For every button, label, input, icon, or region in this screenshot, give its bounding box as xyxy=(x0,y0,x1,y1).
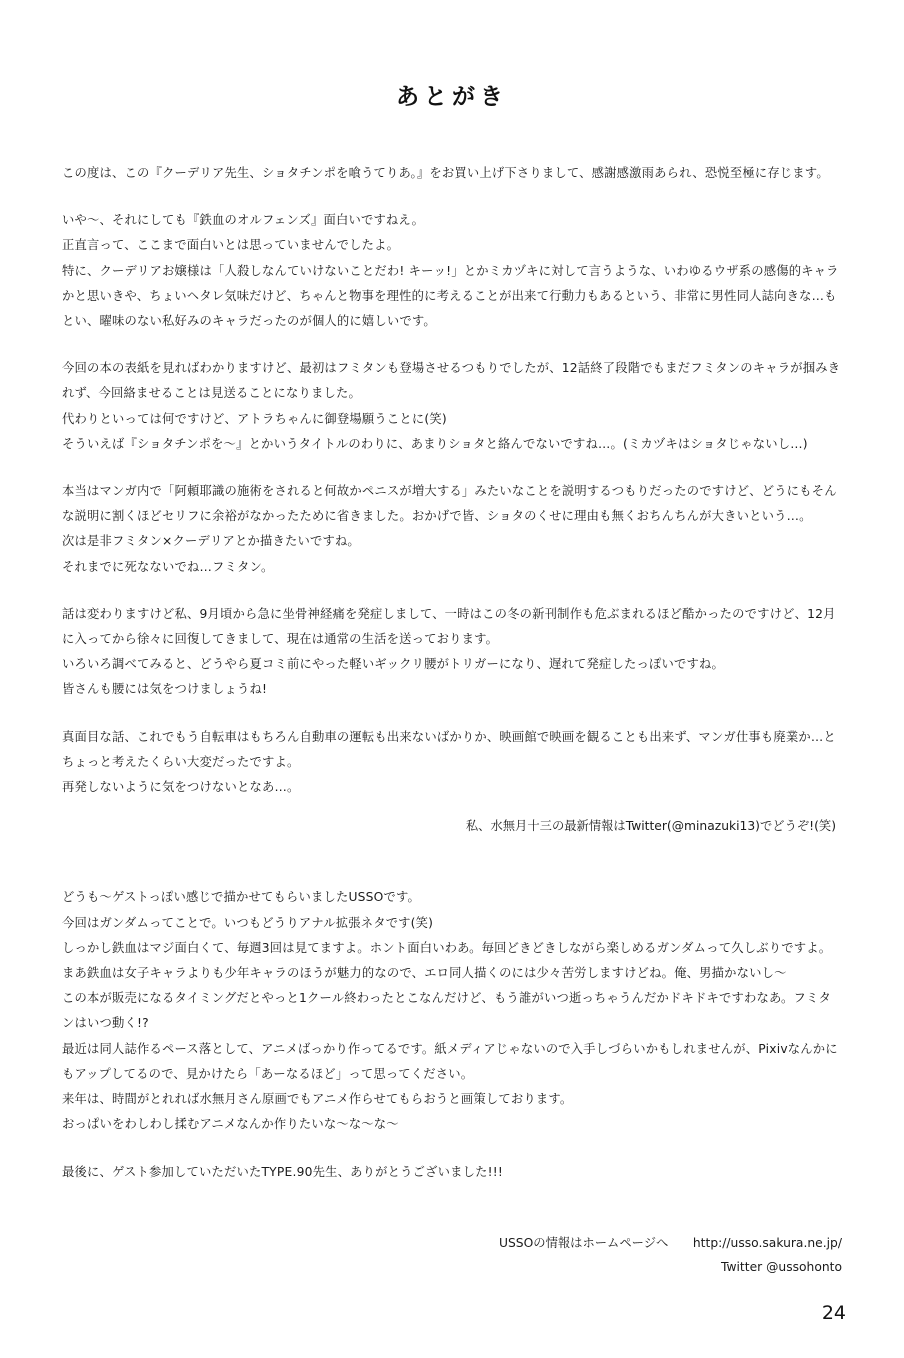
paragraph-line: そういえば『ショタチンポを～』とかいうタイトルのわりに、あまりショタと絡んでないですね…。(ミカヅキはショタじゃないし…) xyxy=(62,436,808,451)
page-number: 24 xyxy=(821,1302,846,1324)
spacer xyxy=(62,186,842,208)
afterword-page xyxy=(0,78,904,1358)
paragraph-line: 次は是非フミタン×クーデリアとか描きたいですね。 xyxy=(62,534,360,549)
paragraph-line: いろいろ調べてみると、どうやら夏コミ前にやった軽いギックリ腰がトリガーになり、遅れて発症したっぽいですね。 xyxy=(62,657,724,672)
paragraph-line: おっぱいをわしわし揉むアニメなんか作りたいな～な～な～ xyxy=(62,1117,399,1132)
paragraph-line: 特に、クーデリアお嬢様は「人殺しなんていけないことだわ! キーッ!」とかミカヅキに対して言うような、いわゆるウザ系の感傷的キャラかと思いきや、ちょいヘタレ気味だけど、ちゃんと物事を理性的に考えることが出来て行動力もあるという、非常に男性同人誌向きな…もとい、曜味のない私好みのキャラだったのが個人的に嬉しいです。 xyxy=(62,263,839,329)
paragraph-line: それまでに死なないでね…フミタン。 xyxy=(62,559,274,574)
paragraph-line: まあ鉄血は女子キャラよりも少年キャラのほうが魅力的なので、エロ同人描くのには少々苦労しますけどね。俺、男描かないし～ xyxy=(62,966,787,981)
spacer xyxy=(62,457,842,479)
paragraph-line: 真面目な話、これでもう自転車はもちろん自動車の運転も出来ないばかりか、映画館で映画を観ることも出来ず、マンガ仕事も廃業か…とちょっと考えたくらい大変だったですよ。 xyxy=(62,729,836,769)
page-title: あとがき xyxy=(396,84,508,110)
paragraph-line: 代わりといっては何ですけど、アトラちゃんに御登場願うことに(笑) xyxy=(62,411,447,426)
paragraph-line: どうも～ゲストっぽい感じで描かせてもらいましたUSSOです。 xyxy=(62,890,421,905)
section-cover xyxy=(62,356,842,457)
section-manga xyxy=(62,479,842,580)
section-health xyxy=(62,602,842,703)
paragraph-line: 今回はガンダムってことで。いつもどうりアナル拡張ネタです(笑) xyxy=(62,915,434,930)
paragraph-line: この本が販売になるタイミングだとやっと1クール終わったとこなんだけど、もう誰がいつ逝っちゃうんだかドキドキですわなあ。フミタンはいつ動く!? xyxy=(62,991,831,1031)
section-divider-space xyxy=(62,839,842,885)
section-guest xyxy=(62,885,842,1137)
spacer xyxy=(62,703,842,725)
paragraph-line: この度は、この『クーデリア先生、ショタチンポを喰うてりあ。』をお買い上げ下さりまして、感謝感激雨あられ、恐悦至極に存じます。 xyxy=(62,166,829,180)
paragraph-line: 最近は同人誌作るペース落として、アニメばっかり作ってるです。紙メディアじゃないので入手しづらいかもしれませんが、Pixivなんかにもアップしてるので、見かけたら「あーなるほど」って思ってください。 xyxy=(62,1041,838,1081)
section-intro xyxy=(62,161,842,186)
author-signature xyxy=(62,814,842,839)
paragraph-line: 皆さんも腰には気をつけましょうね! xyxy=(62,682,268,697)
paragraph-line: 再発しないように気をつけないとなあ…。 xyxy=(62,780,300,795)
signature-text: 私、水無月十三の最新情報はTwitter(@minazuki13)でどうぞ!(笑) xyxy=(465,819,836,834)
paragraph-line: 最後に、ゲスト参加していただいたTYPE.90先生、ありがとうございました!!! xyxy=(62,1164,503,1179)
paragraph-line: 話は変わりますけど私、9月頃から急に坐骨神経痛を発症しまして、一時はこの冬の新刊制作も危ぶまれるほど酷かったのですけど、12月に入ってから徐々に回復してきまして、現在は通常の生活を送っております。 xyxy=(62,606,836,647)
spacer xyxy=(62,1138,842,1160)
section-serious xyxy=(62,725,842,801)
paragraph-line: 来年は、時間がとれれば水無月さん原画でもアニメ作らせてもらおうと画策しております。 xyxy=(62,1092,573,1107)
spacer xyxy=(62,580,842,602)
twitter-line: Twitter @ussohonto xyxy=(720,1260,842,1275)
homepage-line: USSOの情報はホームページへ http://usso.sakura.ne.jp/ xyxy=(498,1236,842,1251)
section-thanks xyxy=(62,1160,842,1185)
spacer xyxy=(62,334,842,356)
paragraph-line: 今回の本の表紙を見ればわかりますけど、最初はフミタンも登場させるつもりでしたが、12話終了段階でもまだフミタンのキャラが掴みきれず、今回絡ませることは見送ることになりました。 xyxy=(62,361,841,401)
paragraph-line: 正直言って、ここまで面白いとは思っていませんでしたよ。 xyxy=(62,238,400,253)
paragraph-line: いや～、それにしても『鉄血のオルフェンズ』面白いですねえ。 xyxy=(62,213,425,228)
section-orphans xyxy=(62,208,842,334)
paragraph-line: 本当はマンガ内で「阿頼耶識の施術をされると何故かペニスが増大する」みたいなことを説明するつもりだったのですけど、どうにもそんな説明に割くほどセリフに余裕がなかったために省きました。おかげで皆、ショタのくせに理由も無くおちんちんが大きいという…。 xyxy=(62,484,837,524)
contact-info xyxy=(499,1232,842,1280)
paragraph-line: しっかし鉄血はマジ面白くて、毎週3回は見てますよ。ホント面白いわあ。毎回どきどきしながら楽しめるガンダムって久しぶりですよ。 xyxy=(62,940,832,955)
